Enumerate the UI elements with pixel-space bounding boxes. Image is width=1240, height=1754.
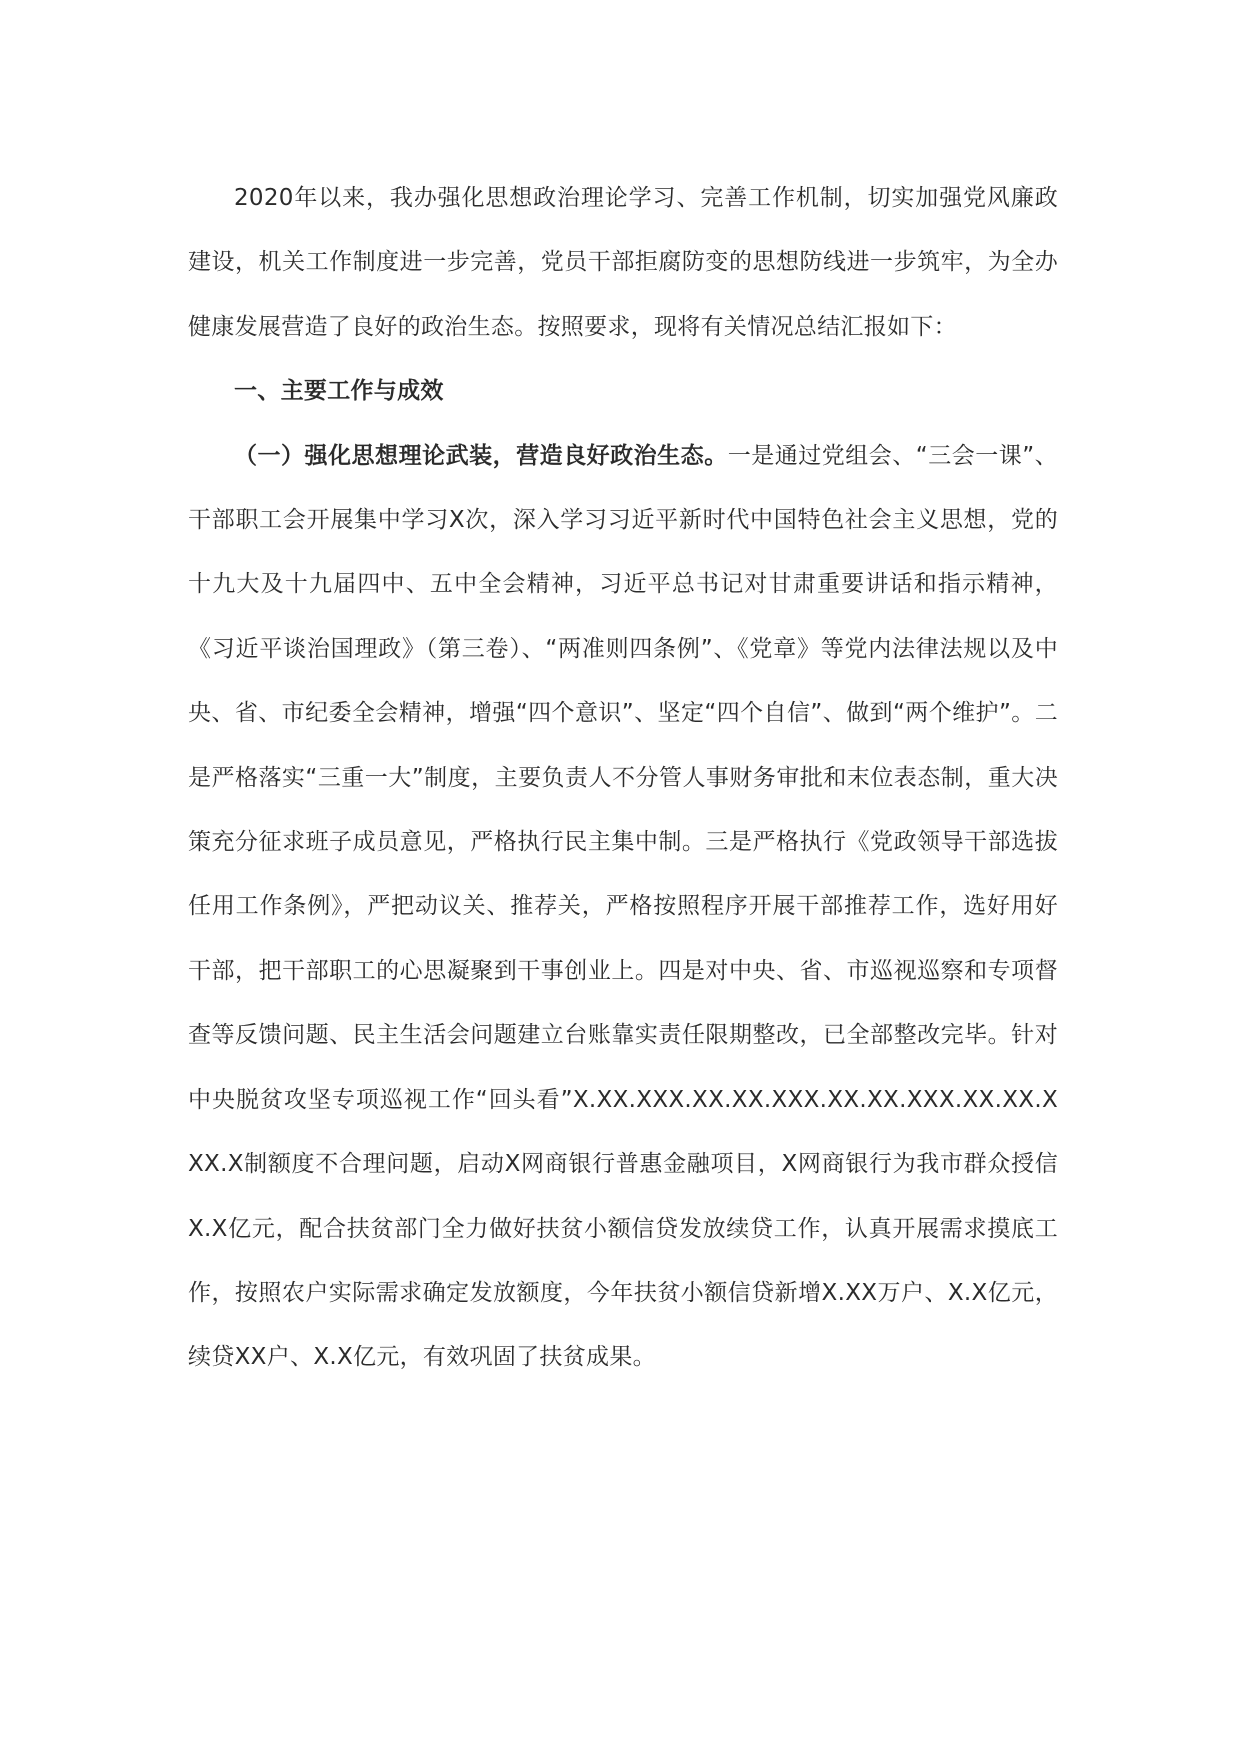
subsection-body: 一是通过党组会、“三会一课”、干部职工会开展集中学习X次，深入学习习近平新时代中国特色社会主义思想，党的十九大及十九届四中、五中全会精神，习近平总书记对甘肃重要讲话和指示精神，《习近平谈治国理政》（第三卷）、“两准则四条例”、《党章》等党内法律法规以及中央、省、市纪委全会精神，增强“四个意识”、坚定“四个自信”、做到“两个维护”。二是严格落实“三重一大”制度，主要负责人不分管人事财务审批和末位表态制，重大决策充分征求班子成员意见，严格执行民主集中制。三是严格执行《党政领导干部选拔任用工作条例》，严把动议关、推荐关，严格按照程序开展干部推荐工作，选好用好干部，把干部职工的心思凝聚到干事创业上。四是对中央、省、市巡视巡察和专项督查等反馈问题、民主生活会问题建立台账靠实责任限期整改，已全部整改完毕。针对中央脱贫攻坚专项巡视工作“回头看”X.XX.XXX.XX.XX.XXX.XX.XX.XXX.XX.XX.XXX.X制额度不合理问题，启动X网商银行普惠金融项目，X网商银行为我市群众授信X.X亿元，配合扶贫部门全力做好扶贫小额信贷发放续贷工作，认真开展需求摸底工作，按照农户实际需求确定发放额度，今年扶贫小额信贷新增X.XX万户、X.X亿元，续贷XX户、X.X亿元，有效巩固了扶贫成果。 [188,442,1058,1371]
intro-paragraph: 2020年以来，我办强化思想政治理论学习、完善工作机制，切实加强党风廉政建设，机关工作制度进一步完善，党员干部拒腐防变的思想防线进一步筑牢，为全办健康发展营造了良好的政治生态。按照要求，现将有关情况总结汇报如下： [188,185,1058,340]
subsection-paragraph [188,424,1058,1390]
subsection-heading: （一）强化思想理论武装，营造良好政治生态。 [234,442,728,469]
document-body [188,166,1058,1390]
section-heading: 一、主要工作与成效 [234,378,444,405]
